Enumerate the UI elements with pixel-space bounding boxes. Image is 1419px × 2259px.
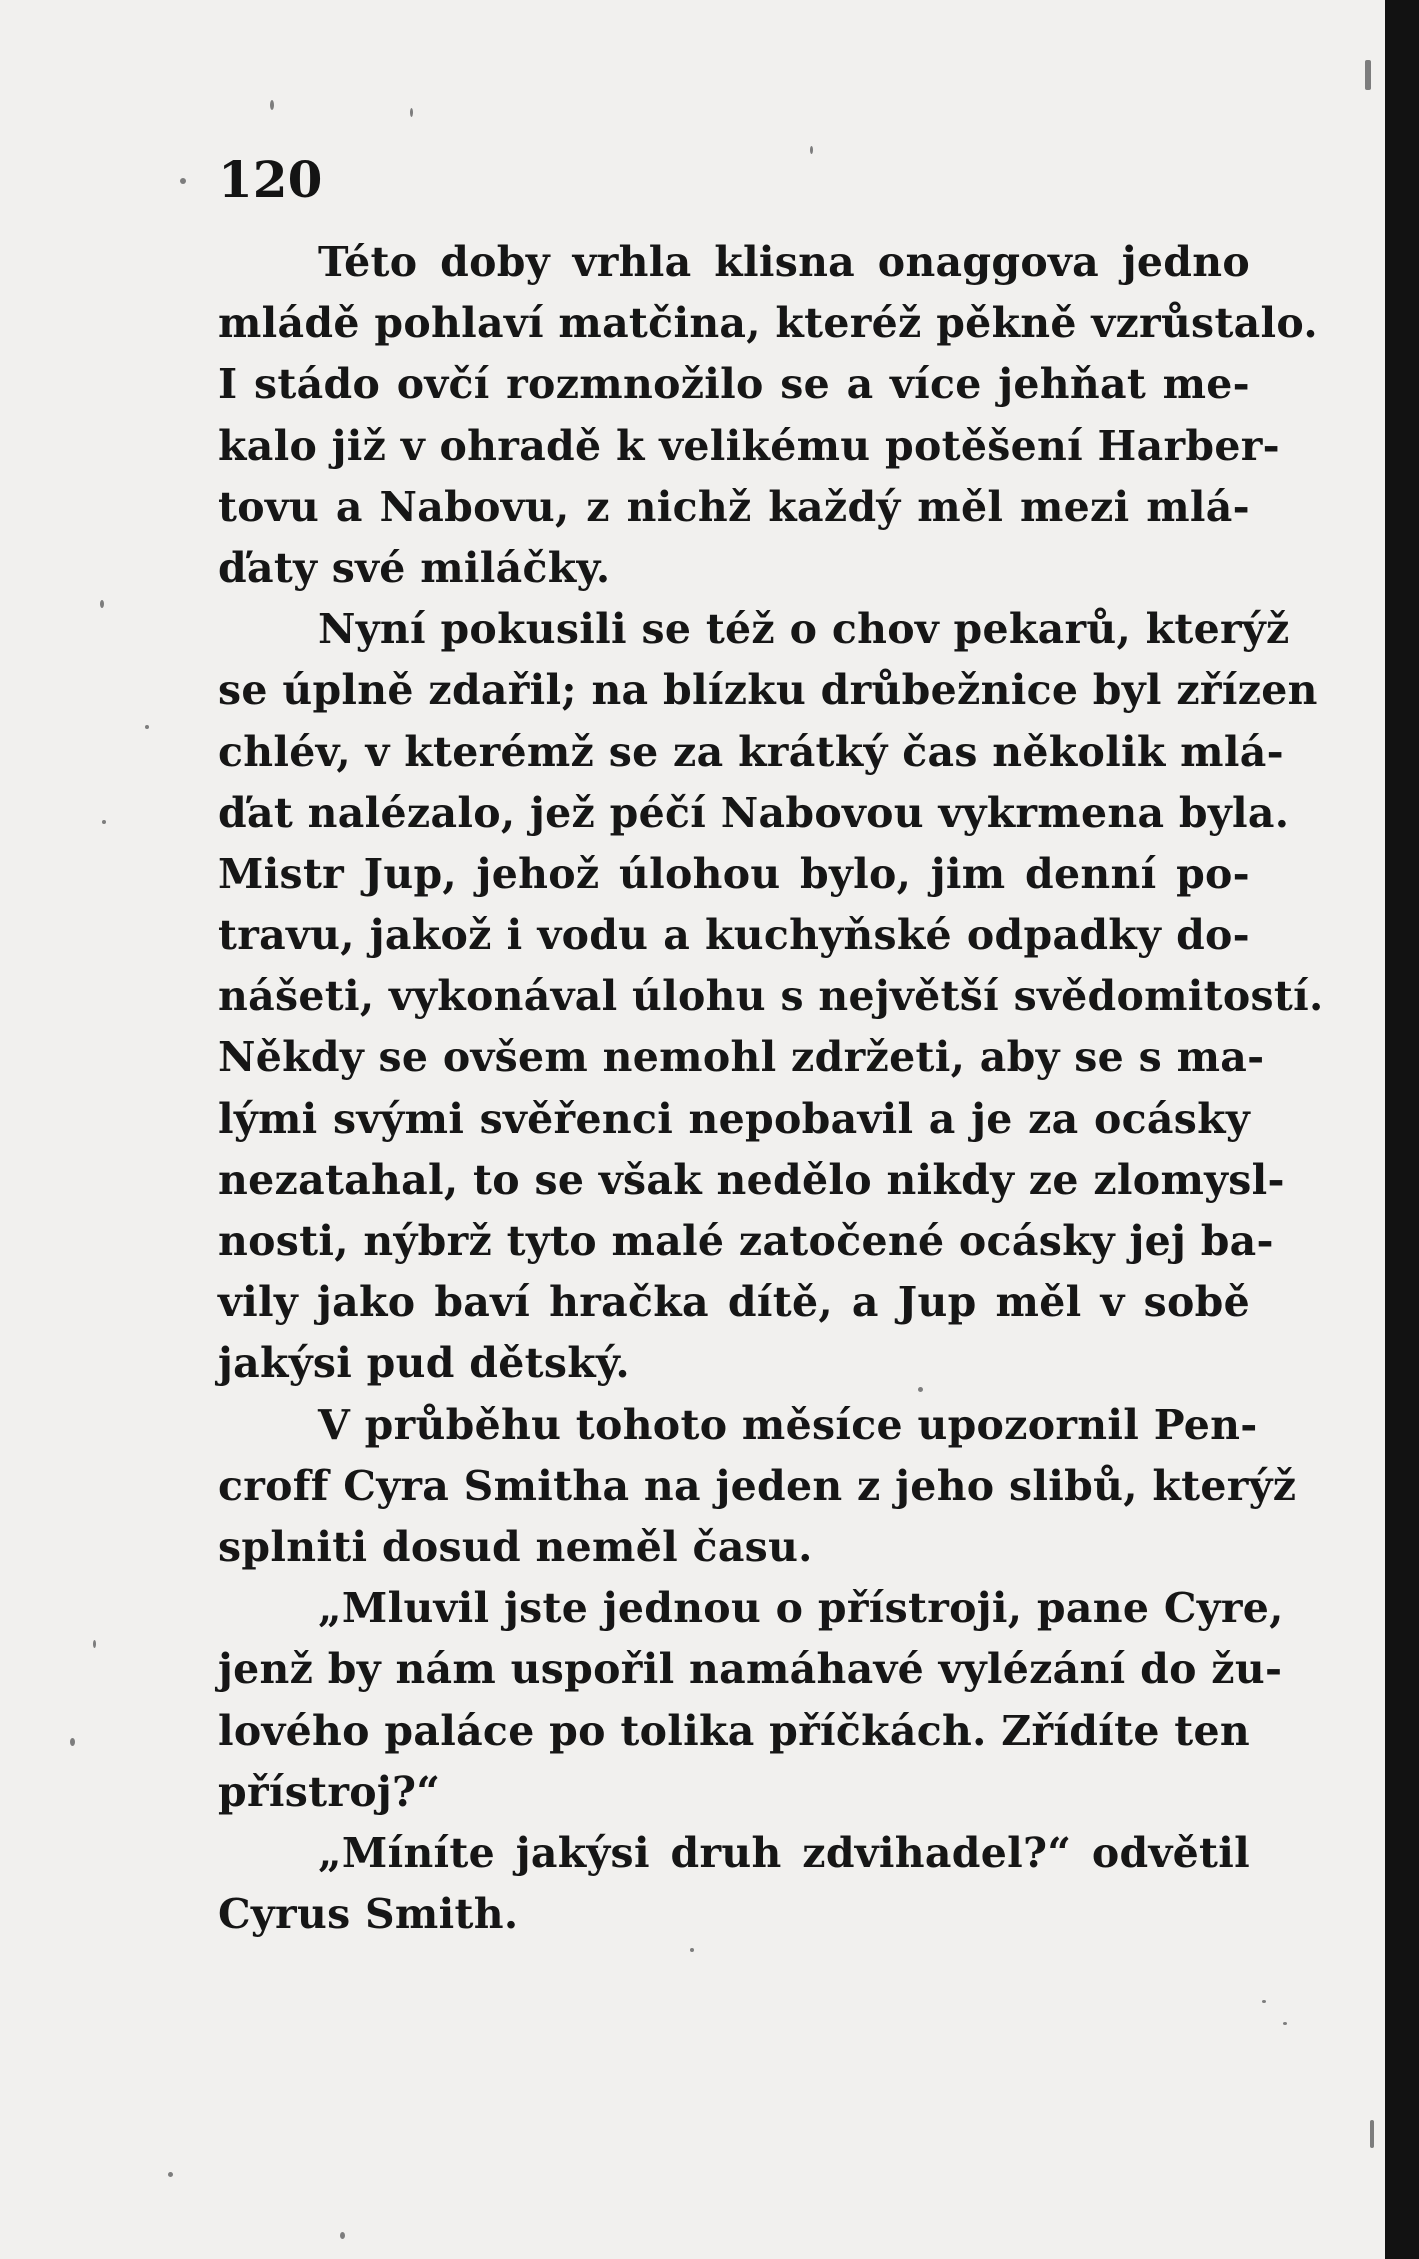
paper-speck [810, 146, 813, 154]
text-line: lového paláce po tolika příčkách. Zřídíte ten [218, 1706, 1251, 1755]
paper-speck [1365, 60, 1371, 90]
text-line: Mistr Jup, jehož úlohou bylo, jim denní po- [218, 849, 1250, 898]
text-line: croff Cyra Smitha na jeden z jeho slibů, kterýž [218, 1461, 1297, 1510]
text-line: jakýsi pud dětský. [218, 1339, 630, 1388]
paper-speck [690, 1948, 694, 1952]
paragraph [218, 1395, 1297, 1579]
paper-speck [1370, 2120, 1374, 2148]
paragraph [218, 1578, 1284, 1823]
text-line: chlév, v kterémž se za krátký čas několik mlá- [218, 727, 1284, 776]
text-line: V průběhu tohoto měsíce upozornil Pen- [318, 1400, 1258, 1449]
text-line: Někdy se ovšem nemohl zdržeti, aby se s ma- [218, 1033, 1265, 1082]
text-line: ďaty své miláčky. [218, 543, 611, 592]
paragraph [218, 599, 1324, 1394]
text-line: ďat nalézalo, jež péčí Nabovou vykrmena byla. [218, 788, 1290, 837]
paragraph [218, 232, 1318, 599]
text-line: nášeti, vykonával úlohu s největší svědomitostí. [218, 972, 1324, 1021]
paper-speck [340, 2232, 345, 2239]
page-number: 120 [218, 150, 323, 209]
paper-speck [410, 108, 413, 117]
body-text [218, 232, 1324, 1945]
scan-border [1385, 0, 1419, 2259]
text-line: tovu a Nabovu, z nichž každý měl mezi mlá- [218, 482, 1250, 531]
paper-speck [270, 100, 274, 110]
paper-speck [918, 1387, 923, 1392]
text-line: kalo již v ohradě k velikému potěšení Harber- [218, 421, 1280, 470]
text-line: „Mluvil jste jednou o přístroji, pane Cyre, [318, 1584, 1284, 1633]
text-line: se úplně zdařil; na blízku drůbežnice byl zřízen [218, 666, 1318, 715]
text-line: splniti dosud neměl času. [218, 1522, 813, 1571]
text-line: vily jako baví hračka dítě, a Jup měl v sobě [218, 1278, 1250, 1327]
paper-speck [145, 725, 149, 729]
paper-speck [1262, 2000, 1266, 2003]
text-line: Této doby vrhla klisna onaggova jedno [318, 238, 1250, 286]
text-line: nezatahal, to se však nedělo nikdy ze zlomysl- [218, 1155, 1285, 1204]
text-line: I stádo ovčí rozmnožilo se a více jehňat me- [218, 360, 1250, 409]
paper-speck [102, 820, 106, 824]
paper-speck [180, 178, 186, 184]
paragraph [218, 1823, 1250, 1945]
text-line: „Míníte jakýsi druh zdvihadel?“ odvětil [318, 1828, 1250, 1877]
text-line: Nyní pokusili se též o chov pekarů, kterýž [318, 605, 1290, 654]
text-line: mládě pohlaví matčina, kteréž pěkně vzrůstalo. [218, 299, 1318, 348]
text-line: travu, jakož i vodu a kuchyňské odpadky do- [218, 911, 1250, 960]
paper-speck [168, 2172, 173, 2177]
paper-speck [70, 1738, 75, 1746]
paper-speck [1283, 2022, 1287, 2025]
text-line: Cyrus Smith. [218, 1890, 519, 1939]
text-line: nosti, nýbrž tyto malé zatočené ocásky jej ba- [218, 1217, 1274, 1265]
text-line: přístroj?“ [218, 1767, 441, 1816]
text-line: lými svými svěřenci nepobavil a je za ocásky [218, 1094, 1250, 1143]
text-line: jenž by nám uspořil namáhavé vylézání do žu- [218, 1645, 1283, 1694]
paper-speck [100, 600, 104, 608]
paper-speck [93, 1640, 96, 1648]
